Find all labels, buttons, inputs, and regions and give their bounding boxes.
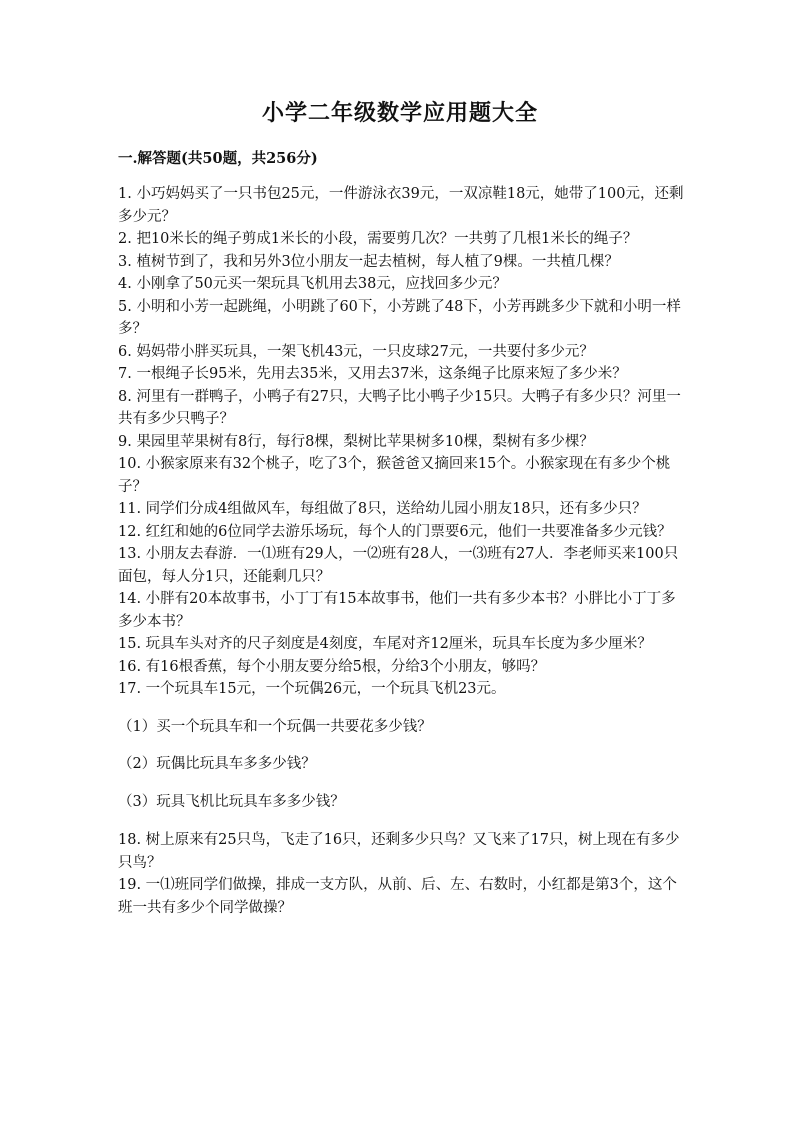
question-19: 19. 一⑴班同学们做操，排成一支方队，从前、后、左、右数时，小红都是第3个，这个班一共有多少个同学做操？ <box>118 877 677 916</box>
question-16: 16. 有16根香蕉，每个小朋友要分给5根，分给3个小朋友，够吗？ <box>118 658 546 675</box>
question-8: 8. 河里有一群鸭子，小鸭子有27只，大鸭子比小鸭子少15只。大鸭子有多少只？河里一共有多少只鸭子？ <box>118 388 681 427</box>
question-13: 13. 小朋友去春游．一⑴班有29人，一⑵班有28人，一⑶班有27人．李老师买来100只面包，每人分1只，还能剩几只？ <box>118 546 679 585</box>
question-10: 10. 小猴家原来有32个桃子，吃了3个，猴爸爸又摘回来15个。小猴家现在有多少个桃子？ <box>118 456 671 495</box>
question-14: 14. 小胖有20本故事书，小丁丁有15本故事书，他们一共有多少本书？小胖比小丁丁多多少本书？ <box>118 591 676 630</box>
question-list <box>118 183 688 919</box>
sub-question-2: （2）玩偶比玩具车多多少钱？ <box>118 756 316 772</box>
question-5: 5. 小明和小芳一起跳绳，小明跳了60下，小芳跳了48下，小芳再跳多少下就和小明一样多？ <box>118 298 681 337</box>
section-heading: 一.解答题(共50题，共256分) <box>118 150 318 167</box>
question-17-sub-questions <box>118 716 688 814</box>
sub-question-1: （1）买一个玩具车和一个玩偶一共要花多少钱？ <box>118 718 432 735</box>
question-3: 3. 植树节到了，我和另外3位小朋友一起去植树，每人植了9棵。一共植几棵？ <box>118 253 619 270</box>
question-17: 17. 一个玩具车15元，一个玩偶26元，一个玩具飞机23元。 <box>118 681 506 697</box>
question-6: 6. 妈妈带小胖买玩具，一架飞机43元，一只皮球27元，一共要付多少元？ <box>118 343 594 360</box>
question-18: 18. 树上原来有25只鸟，飞走了16只，还剩多少只鸟？又飞来了17只，树上现在有多少只鸟？ <box>118 832 680 871</box>
question-4: 4. 小刚拿了50元买一架玩具飞机用去38元，应找回多少元？ <box>118 276 507 292</box>
question-7: 7. 一根绳子长95米，先用去35米，又用去37米，这条绳子比原来短了多少米？ <box>118 366 627 382</box>
question-12: 12. 红红和她的6位同学去游乐场玩，每个人的门票要6元，他们一共要准备多少元钱？ <box>118 523 672 540</box>
page-title: 小学二年级数学应用题大全 <box>261 100 538 126</box>
question-15: 15. 玩具车头对齐的尺子刻度是4刻度，车尾对齐12厘米，玩具车长度为多少厘米？ <box>118 636 652 652</box>
sub-question-3: （3）玩具飞机比玩具车多多少钱？ <box>118 793 345 810</box>
question-1: 1. 小巧妈妈买了一只书包25元，一件游泳衣39元，一双凉鞋18元，她带了100元，还剩多少元？ <box>118 186 684 225</box>
question-11: 11. 同学们分成4组做风车，每组做了8只，送给幼儿园小朋友18只，还有多少只？ <box>118 501 647 517</box>
question-9: 9. 果园里苹果树有8行，每行8棵，梨树比苹果树多10棵，梨树有多少棵？ <box>118 433 594 450</box>
question-2: 2. 把10米长的绳子剪成1米长的小段，需要剪几次？一共剪了几根1米长的绳子？ <box>118 231 638 247</box>
